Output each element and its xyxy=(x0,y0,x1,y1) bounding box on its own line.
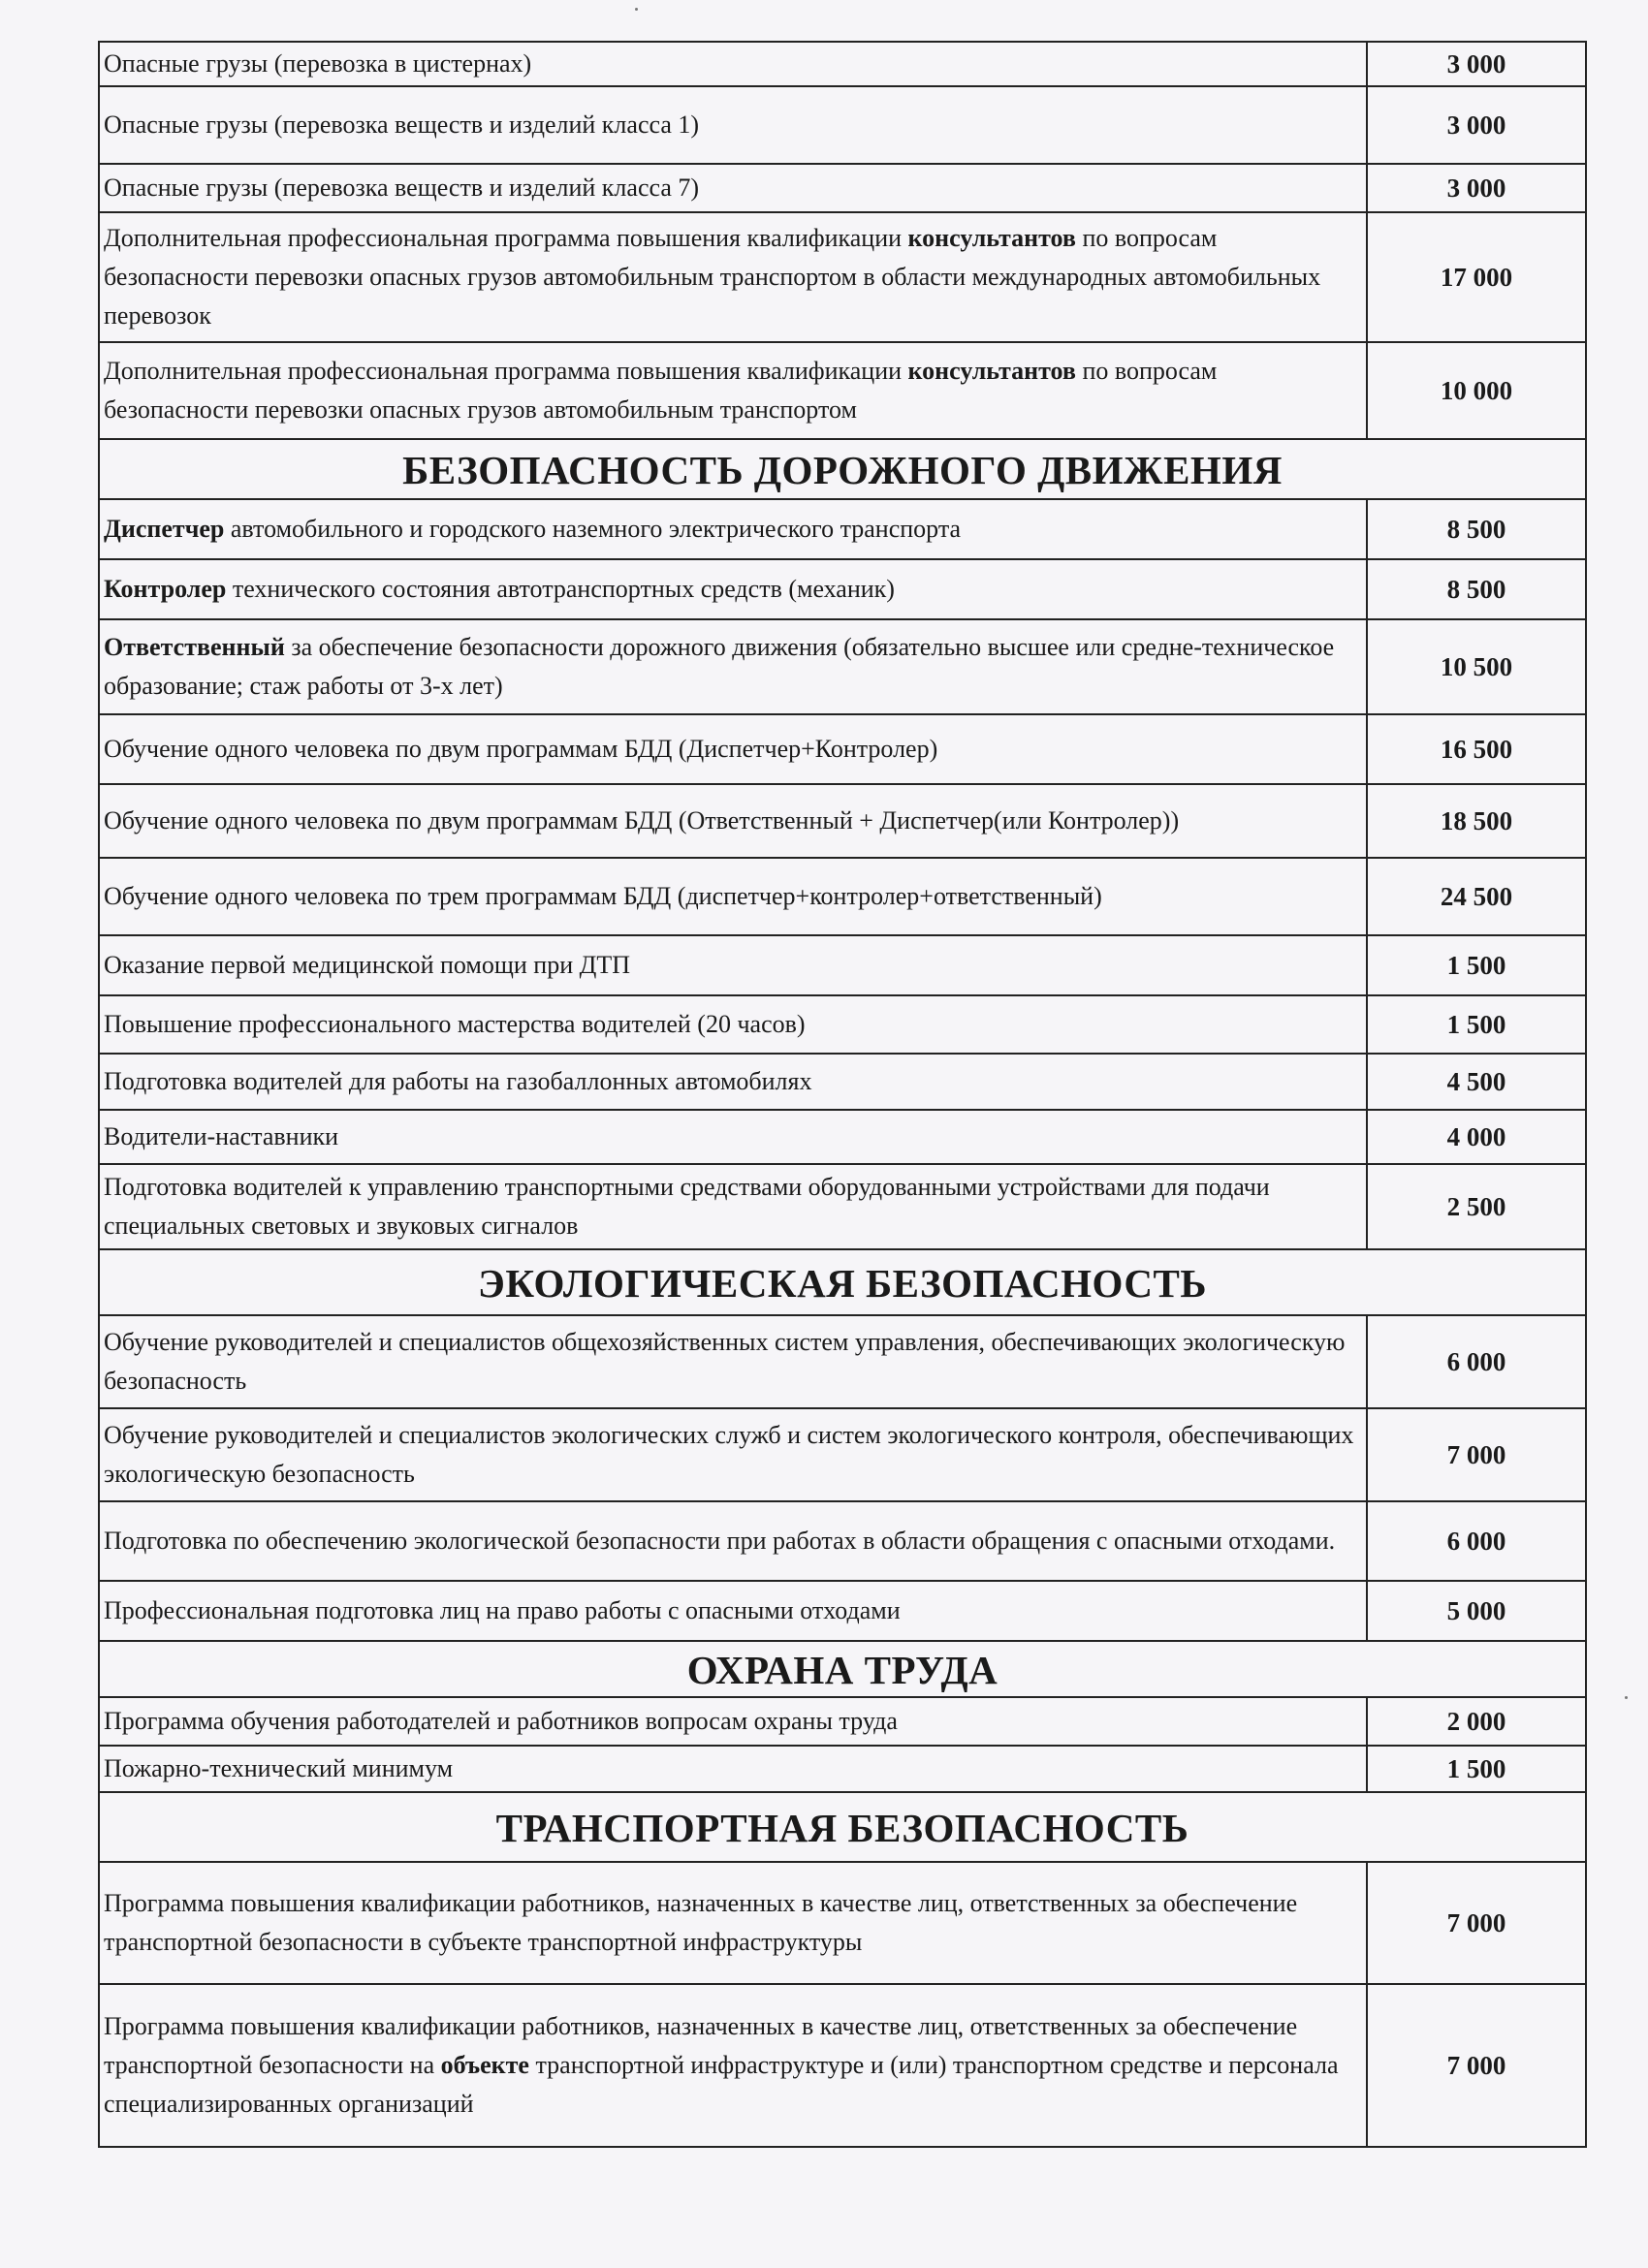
course-price: 2 000 xyxy=(1367,1697,1586,1746)
course-price: 17 000 xyxy=(1367,212,1586,342)
course-price: 1 500 xyxy=(1367,995,1586,1054)
course-price: 4 500 xyxy=(1367,1054,1586,1110)
course-keyword: консультантов xyxy=(907,357,1076,385)
course-price: 7 000 xyxy=(1367,1984,1586,2147)
course-description xyxy=(99,1746,1367,1792)
price-list-sheet xyxy=(98,41,1587,2148)
table-row xyxy=(99,1110,1586,1164)
course-text: Подготовка водителей к управлению транспортными средствами оборудованными устройствами для подачи специальных световых и звуковых сигналов xyxy=(104,1173,1270,1240)
course-price: 1 500 xyxy=(1367,935,1586,995)
table-row xyxy=(99,995,1586,1054)
course-text: Водители-наставники xyxy=(104,1122,339,1150)
course-description xyxy=(99,1862,1367,1984)
course-description xyxy=(99,1054,1367,1110)
table-row xyxy=(99,1054,1586,1110)
table-row xyxy=(99,619,1586,714)
course-text: технического состояния автотранспортных средств (механик) xyxy=(226,575,895,603)
course-text: транспортной инфраструктуре и (или) транспортном средстве и персонала специализированных организаций xyxy=(104,2051,1339,2118)
course-text: Обучение одного человека по двум программам БДД (Диспетчер+Контролер) xyxy=(104,735,938,763)
course-price: 6 000 xyxy=(1367,1315,1586,1408)
course-description xyxy=(99,1315,1367,1408)
scan-speck xyxy=(1625,1696,1628,1699)
course-price: 8 500 xyxy=(1367,499,1586,559)
course-description xyxy=(99,1984,1367,2147)
course-text: Опасные грузы (перевозка веществ и изделий класса 1) xyxy=(104,110,700,139)
table-row xyxy=(99,1408,1586,1501)
course-keyword: Ответственный xyxy=(104,633,285,661)
table-row xyxy=(99,935,1586,995)
table-row xyxy=(99,86,1586,164)
table-row xyxy=(99,858,1586,935)
course-text: Обучение одного человека по трем программам БДД (диспетчер+контролер+ответственный) xyxy=(104,882,1102,910)
course-text: Программа обучения работодателей и работников вопросам охраны труда xyxy=(104,1707,898,1735)
table-row xyxy=(99,164,1586,212)
course-description xyxy=(99,784,1367,858)
course-text: автомобильного и городского наземного электрического транспорта xyxy=(224,515,962,543)
table-row xyxy=(99,42,1586,86)
course-price: 2 500 xyxy=(1367,1164,1586,1249)
course-text: Программа повышения квалификации работников, назначенных в качестве лиц, ответственных за обеспечение транспортной безопасности в субъекте транспортной инфраструктуры xyxy=(104,1889,1298,1956)
course-text: Обучение руководителей и специалистов общехозяйственных систем управления, обеспечивающих экологическую безопасность xyxy=(104,1328,1346,1395)
course-keyword: Диспетчер xyxy=(104,515,225,543)
course-description xyxy=(99,164,1367,212)
table-row xyxy=(99,1315,1586,1408)
table-row xyxy=(99,784,1586,858)
course-description xyxy=(99,1581,1367,1641)
course-price: 1 500 xyxy=(1367,1746,1586,1792)
course-description xyxy=(99,342,1367,439)
course-description xyxy=(99,1110,1367,1164)
course-text: Дополнительная профессиональная программа повышения квалификации xyxy=(104,224,908,252)
section-header-row xyxy=(99,439,1586,499)
course-text: Оказание первой медицинской помощи при ДТП xyxy=(104,951,631,979)
course-text: по вопросам безопасности перевозки опасных грузов автомобильным транспортом xyxy=(104,357,1218,424)
course-text: Обучение руководителей и специалистов экологических служб и систем экологического контроля, обеспечивающих экологическую безопасность xyxy=(104,1421,1354,1488)
course-description xyxy=(99,714,1367,784)
section-title: ТРАНСПОРТНАЯ БЕЗОПАСНОСТЬ xyxy=(99,1792,1586,1862)
course-text: Профессиональная подготовка лиц на право работы с опасными отходами xyxy=(104,1596,901,1624)
course-text: за обеспечение безопасности дорожного движения (обязательно высшее или средне-техническое образование; стаж работы от 3-х лет) xyxy=(104,633,1335,700)
section-header-row xyxy=(99,1249,1586,1315)
course-text: Обучение одного человека по двум программам БДД (Ответственный + Диспетчер(или Контролер)) xyxy=(104,806,1180,835)
table-row xyxy=(99,1164,1586,1249)
section-title: БЕЗОПАСНОСТЬ ДОРОЖНОГО ДВИЖЕНИЯ xyxy=(99,439,1586,499)
course-description xyxy=(99,42,1367,86)
course-price: 8 500 xyxy=(1367,559,1586,619)
course-description xyxy=(99,619,1367,714)
course-price: 18 500 xyxy=(1367,784,1586,858)
price-table-body xyxy=(99,42,1586,2147)
course-description xyxy=(99,212,1367,342)
course-price: 4 000 xyxy=(1367,1110,1586,1164)
course-description xyxy=(99,995,1367,1054)
course-price: 10 000 xyxy=(1367,342,1586,439)
course-keyword: консультантов xyxy=(907,224,1076,252)
course-price: 5 000 xyxy=(1367,1581,1586,1641)
table-row xyxy=(99,1746,1586,1792)
course-description xyxy=(99,1501,1367,1581)
section-title: ЭКОЛОГИЧЕСКАЯ БЕЗОПАСНОСТЬ xyxy=(99,1249,1586,1315)
table-row xyxy=(99,499,1586,559)
course-keyword: объекте xyxy=(440,2051,529,2079)
course-text: Повышение профессионального мастерства водителей (20 часов) xyxy=(104,1010,806,1038)
table-row xyxy=(99,1984,1586,2147)
table-row xyxy=(99,1501,1586,1581)
course-text: Опасные грузы (перевозка в цистернах) xyxy=(104,49,532,78)
course-price: 3 000 xyxy=(1367,42,1586,86)
price-table xyxy=(98,41,1587,2148)
course-price: 7 000 xyxy=(1367,1862,1586,1984)
table-row xyxy=(99,559,1586,619)
table-row xyxy=(99,212,1586,342)
course-description xyxy=(99,559,1367,619)
course-text: по вопросам безопасности перевозки опасных грузов автомобильным транспортом в области международных автомобильных перевозок xyxy=(104,224,1321,330)
course-price: 16 500 xyxy=(1367,714,1586,784)
table-row xyxy=(99,342,1586,439)
course-price: 6 000 xyxy=(1367,1501,1586,1581)
course-description xyxy=(99,1697,1367,1746)
course-price: 10 500 xyxy=(1367,619,1586,714)
course-price: 24 500 xyxy=(1367,858,1586,935)
table-row xyxy=(99,714,1586,784)
section-header-row xyxy=(99,1792,1586,1862)
table-row xyxy=(99,1697,1586,1746)
course-description xyxy=(99,1408,1367,1501)
course-text: Пожарно-технический минимум xyxy=(104,1754,454,1782)
section-title: ОХРАНА ТРУДА xyxy=(99,1641,1586,1697)
course-price: 3 000 xyxy=(1367,164,1586,212)
course-text: Подготовка по обеспечению экологической безопасности при работах в области обращения с опасными отходами. xyxy=(104,1527,1336,1555)
course-description xyxy=(99,86,1367,164)
section-header-row xyxy=(99,1641,1586,1697)
course-price: 7 000 xyxy=(1367,1408,1586,1501)
course-price: 3 000 xyxy=(1367,86,1586,164)
table-row xyxy=(99,1581,1586,1641)
course-description xyxy=(99,935,1367,995)
scan-speck xyxy=(635,8,638,11)
course-keyword: Контролер xyxy=(104,575,227,603)
course-description xyxy=(99,858,1367,935)
table-row xyxy=(99,1862,1586,1984)
course-description xyxy=(99,1164,1367,1249)
course-text: Программа повышения квалификации работников, назначенных в качестве лиц, ответственных за обеспечение транспортной безопасности на xyxy=(104,2012,1298,2079)
course-text: Подготовка водителей для работы на газобаллонных автомобилях xyxy=(104,1067,812,1095)
course-description xyxy=(99,499,1367,559)
course-text: Дополнительная профессиональная программа повышения квалификации xyxy=(104,357,908,385)
course-text: Опасные грузы (перевозка веществ и изделий класса 7) xyxy=(104,173,700,202)
